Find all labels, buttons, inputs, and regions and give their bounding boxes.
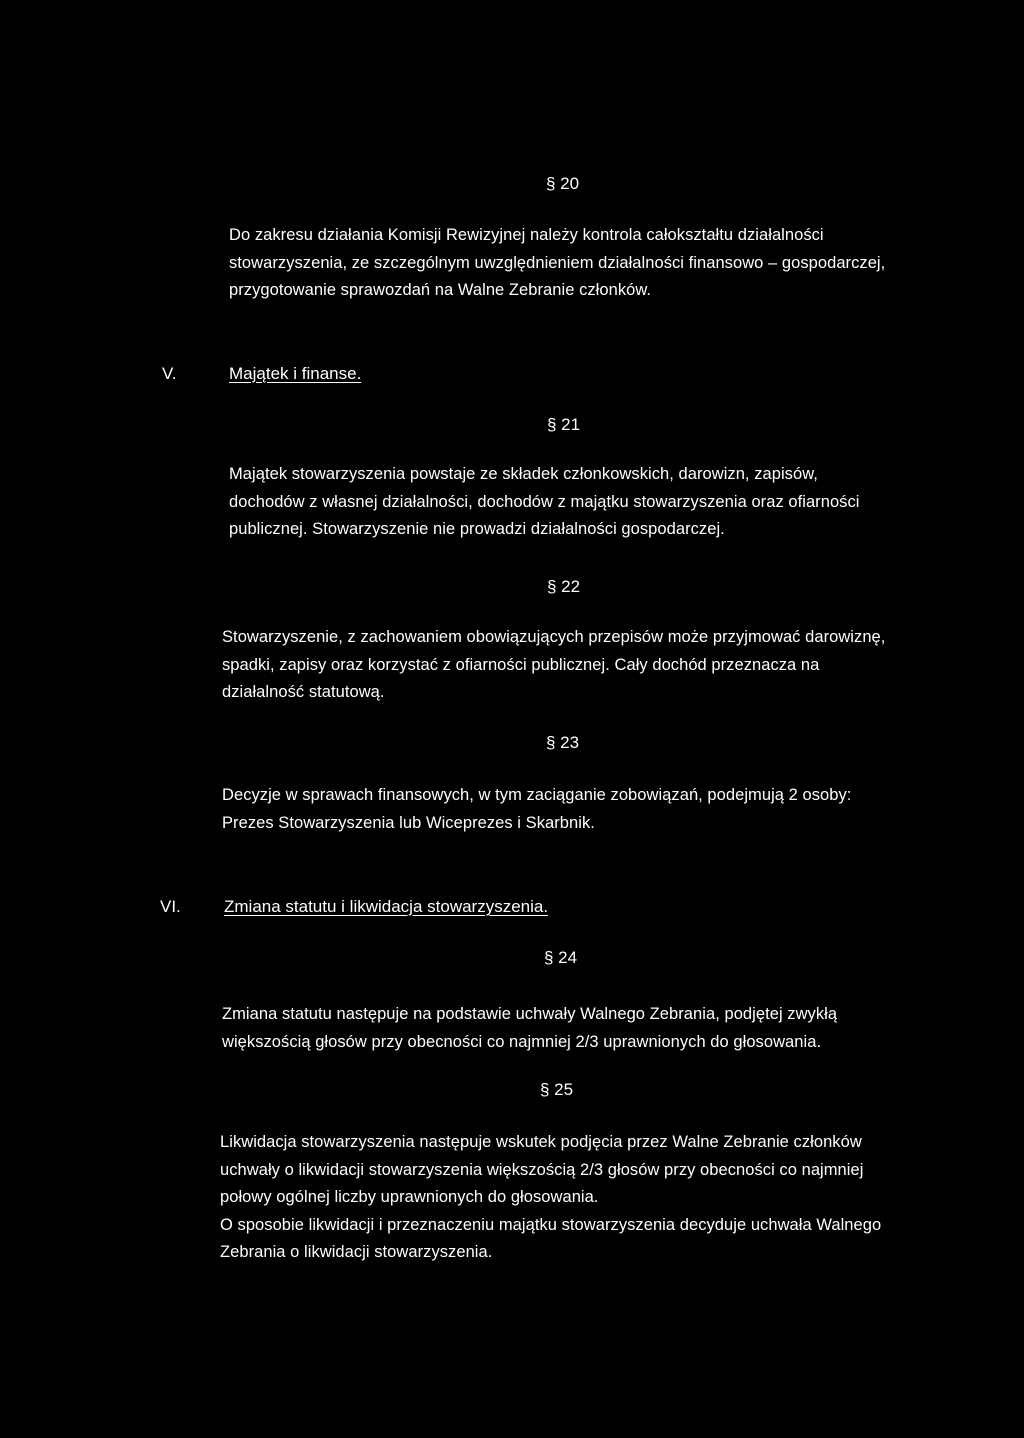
text-line: publicznej. Stowarzyszenie nie prowadzi działalności gospodarczej. (229, 520, 725, 538)
text-line: O sposobie likwidacji i przeznaczeniu majątku stowarzyszenia decyduje uchwała Walnego (220, 1215, 882, 1234)
paragraph-sign-23: § 23 (546, 733, 580, 752)
section-number-vi: VI. (160, 897, 181, 916)
text-line: dochodów z własnej działalności, dochodów z majątku stowarzyszenia oraz ofiarności (229, 492, 860, 511)
text-line: Likwidacja stowarzyszenia następuje wskutek podjęcia przez Walne Zebranie członków (220, 1133, 862, 1151)
section-title-vi: Zmiana statutu i likwidacja stowarzyszenia. (224, 897, 549, 916)
paragraph-22-text (222, 624, 885, 707)
paragraph-25-text (220, 1129, 881, 1267)
text-line: Prezes Stowarzyszenia lub Wiceprezes i Skarbnik. (222, 813, 595, 832)
text-line: spadki, zapisy oraz korzystać z ofiarności publicznej. Cały dochód przeznacza na (222, 655, 820, 674)
paragraph-sign-25: § 25 (540, 1080, 574, 1099)
section-title-v: Majątek i finanse. (229, 364, 362, 383)
text-line: uchwały o likwidacji stowarzyszenia większością 2/3 głosów przy obecności co najmniej (220, 1160, 864, 1179)
paragraph-sign-22: § 22 (547, 577, 581, 596)
text-line: Zebrania o likwidacji stowarzyszenia. (220, 1243, 493, 1261)
paragraph-24-text (222, 1001, 837, 1056)
text-line: Majątek stowarzyszenia powstaje ze składek członkowskich, darowizn, zapisów, (229, 465, 818, 483)
text-line: połowy ogólnej liczby uprawnionych do głosowania. (220, 1188, 599, 1206)
text-line: przygotowanie sprawozdań na Walne Zebranie członków. (229, 281, 652, 299)
text-line: Decyzje w sprawach finansowych, w tym zaciąganie zobowiązań, podejmują 2 osoby: (222, 786, 852, 804)
paragraph-20-text (229, 222, 885, 305)
text-line: stowarzyszenia, ze szczególnym uwzględnieniem działalności finansowo – gospodarczej, (229, 253, 886, 272)
paragraph-23-text (222, 782, 851, 837)
text-line: Do zakresu działania Komisji Rewizyjnej należy kontrola całokształtu działalności (229, 226, 824, 244)
paragraph-21-text (229, 461, 860, 544)
paragraph-sign-20: § 20 (546, 174, 580, 193)
section-number-v: V. (162, 364, 177, 383)
text-line: Stowarzyszenie, z zachowaniem obowiązujących przepisów może przyjmować darowiznę, (222, 628, 886, 646)
text-line: działalność statutową. (222, 683, 385, 701)
paragraph-sign-24: § 24 (544, 948, 578, 967)
text-line: większością głosów przy obecności co najmniej 2/3 uprawnionych do głosowania. (222, 1032, 822, 1051)
text-line: Zmiana statutu następuje na podstawie uchwały Walnego Zebrania, podjętej zwykłą (222, 1005, 838, 1023)
paragraph-sign-21: § 21 (547, 415, 581, 434)
